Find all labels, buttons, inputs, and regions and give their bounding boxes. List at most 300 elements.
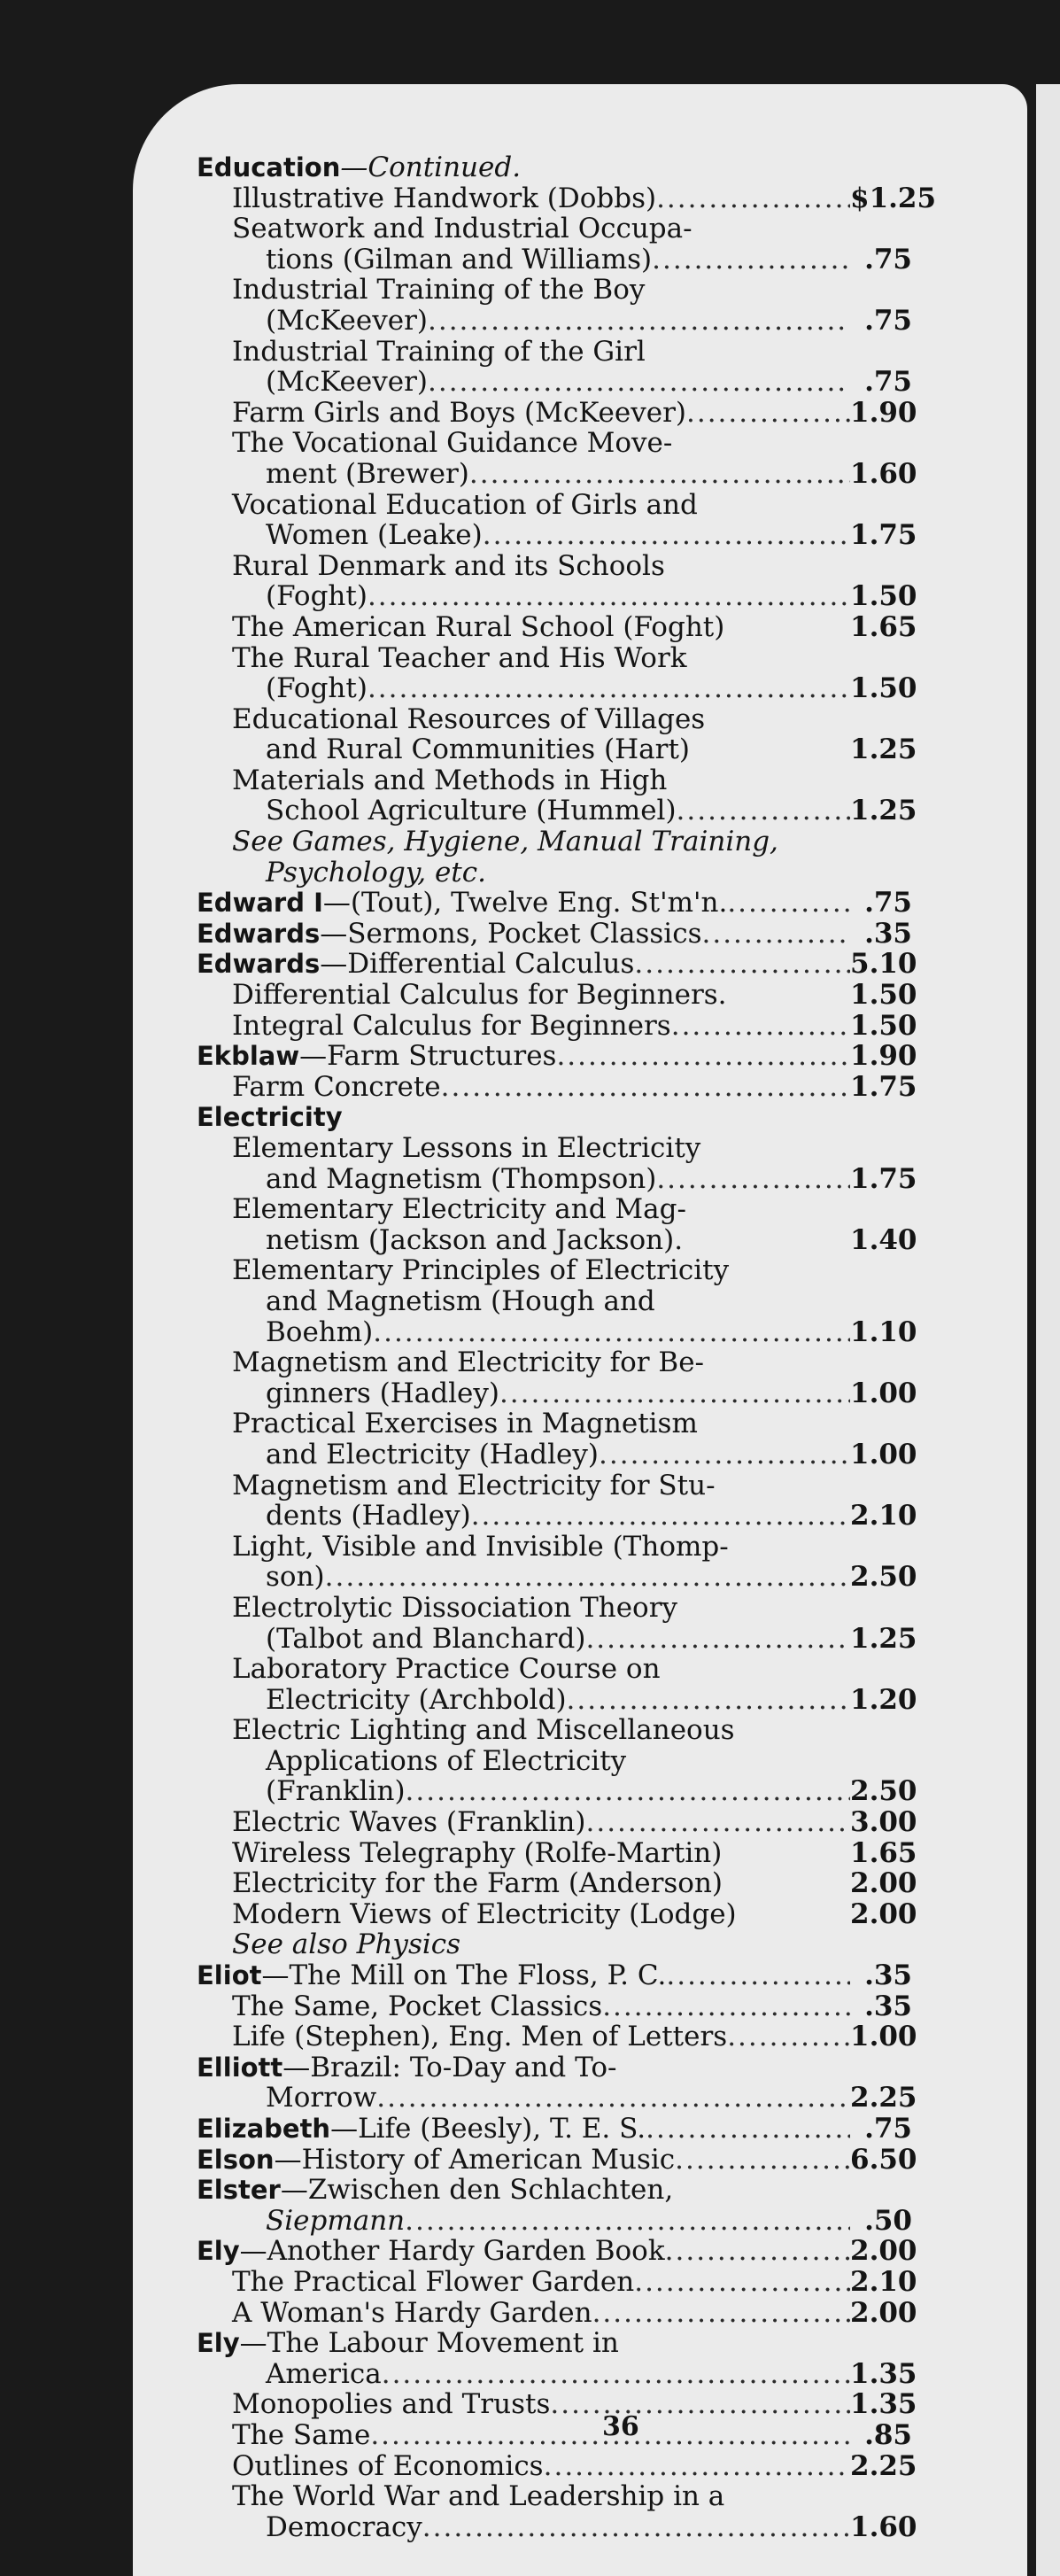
title-text: Light, Visible and Invisible (Thomp- xyxy=(232,1530,729,1563)
title-text: The Practical Flower Garden xyxy=(232,2265,635,2298)
line-text xyxy=(266,1378,499,1409)
line-text xyxy=(232,1072,441,1103)
catalog-line xyxy=(197,1255,912,1286)
price: 1.35 xyxy=(850,2388,917,2421)
price: .75 xyxy=(864,887,912,919)
line-text xyxy=(232,1715,735,1746)
price: 1.40 xyxy=(850,1223,917,1256)
catalog-line xyxy=(197,1532,912,1563)
catalog-line xyxy=(197,643,912,674)
title-text: Elementary Principles of Electricity xyxy=(232,1254,730,1287)
catalog-line xyxy=(197,2357,917,2390)
title-text: Applications of Electricity xyxy=(266,1744,627,1777)
line-text xyxy=(266,2359,382,2390)
title-text: Wireless Telegraphy (Rolfe-Martin) xyxy=(232,1836,723,1869)
price: 1.50 xyxy=(850,1009,917,1042)
catalog-line xyxy=(197,551,912,582)
line-text xyxy=(197,2236,665,2267)
line-text xyxy=(266,1164,656,1195)
price: 1.25 xyxy=(850,1622,917,1655)
line-text xyxy=(197,949,634,980)
title-text: Integral Calculus for Beginners xyxy=(232,1009,671,1042)
line-text xyxy=(232,1133,700,1164)
catalog-line xyxy=(197,1746,912,1777)
entry-name: Education xyxy=(197,152,341,182)
price: 1.00 xyxy=(850,1377,917,1409)
line-text xyxy=(266,1624,585,1655)
line-text xyxy=(232,826,778,857)
price: 1.90 xyxy=(850,396,917,429)
entry-title: —Differential Calculus xyxy=(320,948,635,981)
line-text xyxy=(266,1225,683,1256)
catalog-line xyxy=(197,1194,912,1225)
title-text: Educational Resources of Villages xyxy=(232,702,706,735)
line-text xyxy=(266,581,368,612)
catalog-line xyxy=(197,2265,917,2298)
catalog-line xyxy=(197,1593,912,1624)
entry-name: Elson xyxy=(197,2144,275,2175)
title-text: (Talbot and Blanchard) xyxy=(266,1622,586,1655)
line-text xyxy=(266,673,368,704)
title-text: (Foght) xyxy=(266,672,368,705)
dot-leader xyxy=(373,1317,850,1348)
title-text: Elementary Electricity and Mag- xyxy=(232,1193,686,1226)
line-text xyxy=(232,1194,686,1225)
title-text: tions (Gilman and Williams) xyxy=(266,243,653,275)
price: 1.20 xyxy=(850,1683,917,1716)
catalog-line xyxy=(197,1286,912,1317)
entry-name: Elizabeth xyxy=(197,2114,331,2144)
page-edge xyxy=(1036,84,1060,2576)
line-text xyxy=(232,643,687,674)
price: .50 xyxy=(864,2204,912,2237)
title-text: Electrolytic Dissociation Theory xyxy=(232,1591,678,1624)
line-text xyxy=(232,1991,602,2022)
catalog-line xyxy=(197,2510,917,2543)
catalog-line xyxy=(197,337,912,368)
dot-leader xyxy=(567,1685,850,1716)
dot-leader xyxy=(671,1011,850,1042)
entry-name: Edward I xyxy=(197,888,323,919)
author-entry xyxy=(197,888,912,919)
line-text xyxy=(266,459,469,490)
title-text: See Games, Hygiene, Manual Training, xyxy=(232,826,778,858)
author-entry xyxy=(197,2235,917,2268)
line-text xyxy=(232,1255,729,1286)
line-text xyxy=(232,1470,716,1501)
line-text xyxy=(232,398,686,429)
line-text xyxy=(232,704,705,735)
title-text: See also Physics xyxy=(232,1928,461,1961)
price: .75 xyxy=(864,366,912,399)
dot-leader xyxy=(406,1776,850,1807)
title-text: Farm Concrete xyxy=(232,1070,441,1103)
entry-name: Electricity xyxy=(197,1102,343,1133)
entry-title: —The Labour Movement in xyxy=(239,2327,619,2360)
line-text xyxy=(232,337,646,368)
dot-leader xyxy=(592,2298,850,2329)
catalog-line xyxy=(197,2449,917,2482)
price: .75 xyxy=(864,304,912,337)
entry-title: —Continued. xyxy=(340,151,522,183)
line-text xyxy=(232,1532,729,1563)
catalog-line xyxy=(197,979,917,1012)
line-text xyxy=(232,765,667,796)
line-text xyxy=(232,2021,727,2052)
dot-leader xyxy=(405,2206,850,2237)
catalog-line xyxy=(197,1683,917,1716)
catalog-line xyxy=(197,672,917,705)
line-text xyxy=(232,2267,634,2298)
catalog-line xyxy=(197,1223,917,1256)
line-text xyxy=(266,367,428,398)
catalog-line xyxy=(197,2082,917,2114)
catalog-line xyxy=(197,182,937,214)
line-text xyxy=(232,2451,544,2482)
catalog-line xyxy=(197,857,912,888)
catalog-line xyxy=(197,457,917,490)
dot-leader xyxy=(634,949,850,980)
line-text xyxy=(197,2114,646,2145)
dot-leader xyxy=(652,244,850,275)
title-text: Materials and Methods in High xyxy=(232,764,668,796)
line-text xyxy=(232,1807,585,1838)
entry-name: Eliot xyxy=(197,1960,262,1991)
price: 1.65 xyxy=(850,610,917,643)
dot-leader xyxy=(634,2267,850,2298)
line-text xyxy=(232,980,727,1011)
catalog-line xyxy=(197,2481,912,2512)
price: 1.50 xyxy=(850,672,917,705)
entry-title: —(Tout), Twelve Eng. St'm'n. xyxy=(322,887,728,919)
catalog-line xyxy=(197,1438,917,1470)
price: 1.75 xyxy=(850,519,917,552)
line-text xyxy=(197,1102,343,1133)
line-text xyxy=(266,2083,376,2114)
dot-leader xyxy=(599,1439,850,1470)
catalog-line xyxy=(197,396,917,429)
price: $1.25 xyxy=(850,182,937,214)
dot-leader xyxy=(727,2021,850,2052)
catalog-line xyxy=(197,826,912,857)
price: 1.75 xyxy=(850,1162,917,1195)
line-text xyxy=(232,2481,724,2512)
catalog-line xyxy=(197,2296,917,2329)
entry-name: Ely xyxy=(197,2236,240,2267)
title-text: (McKeever) xyxy=(266,366,428,399)
dot-leader xyxy=(441,1072,850,1103)
title-text: and Electricity (Hadley) xyxy=(266,1438,600,1470)
catalog-line xyxy=(197,2388,917,2421)
title-text: The Rural Teacher and His Work xyxy=(232,641,687,674)
line-text xyxy=(197,2175,673,2206)
line-text xyxy=(266,1746,626,1777)
title-text: The Vocational Guidance Move- xyxy=(232,427,673,460)
author-entry xyxy=(197,1960,912,1991)
price: .35 xyxy=(864,917,912,950)
catalog-line xyxy=(197,275,912,306)
dot-leader xyxy=(382,2359,850,2390)
title-text: Illustrative Handwork (Dobbs) xyxy=(232,182,657,214)
line-text xyxy=(197,1960,666,1991)
title-text: Laboratory Practice Course on xyxy=(232,1653,661,1686)
entry-name: Edwards xyxy=(197,918,321,949)
author-entry xyxy=(197,2114,912,2145)
title-text: Women (Leake) xyxy=(266,519,483,552)
title-text: Rural Denmark and its Schools xyxy=(232,549,665,582)
catalog-line xyxy=(197,580,917,613)
catalog-line xyxy=(197,1775,917,1808)
dot-leader xyxy=(675,2145,850,2176)
title-text: The Same xyxy=(232,2418,371,2451)
line-text xyxy=(232,1011,671,1042)
catalog-line xyxy=(197,1897,917,1930)
price: 1.50 xyxy=(850,979,917,1012)
line-text xyxy=(266,2512,422,2543)
price: 2.00 xyxy=(850,1897,917,1930)
catalog-line xyxy=(197,1867,917,1900)
catalog-line xyxy=(197,733,917,766)
title-text: School Agriculture (Hummel) xyxy=(266,795,677,827)
section-heading xyxy=(197,1102,912,1133)
dot-leader xyxy=(325,1562,850,1593)
dot-leader xyxy=(376,2083,850,2114)
title-text: (Foght) xyxy=(266,580,368,613)
title-text: Magnetism and Electricity for Be- xyxy=(232,1346,705,1379)
dot-leader xyxy=(469,459,850,490)
dot-leader xyxy=(646,2114,850,2145)
dot-leader xyxy=(602,1991,850,2022)
line-text xyxy=(232,2420,370,2451)
price: 1.50 xyxy=(850,580,917,613)
dot-leader xyxy=(368,581,850,612)
price: 2.50 xyxy=(850,1775,917,1808)
entry-title: —The Mill on The Floss, P. C. xyxy=(261,1959,667,1992)
line-text xyxy=(232,428,672,459)
price: 2.50 xyxy=(850,1561,917,1594)
dot-leader xyxy=(428,367,850,398)
line-text xyxy=(232,1654,661,1685)
catalog-line xyxy=(197,244,912,275)
dot-leader xyxy=(556,1041,850,1072)
price: 2.25 xyxy=(850,2449,917,2482)
line-text xyxy=(232,612,724,643)
dot-leader xyxy=(656,1164,850,1195)
title-text: Elementary Lessons in Electricity xyxy=(232,1132,701,1164)
dot-leader xyxy=(702,919,851,950)
entry-name: Edwards xyxy=(197,949,321,980)
title-text: and Magnetism (Thompson) xyxy=(266,1162,657,1195)
title-text: ginners (Hadley) xyxy=(266,1377,499,1409)
catalog-line xyxy=(197,1470,912,1501)
line-text xyxy=(197,152,521,183)
author-entry xyxy=(197,1040,917,1073)
price: 1.00 xyxy=(850,1438,917,1470)
line-text xyxy=(266,1286,655,1317)
catalog-line xyxy=(197,1561,917,1594)
entry-title: —Sermons, Pocket Classics xyxy=(320,917,702,950)
entry-name: Ely xyxy=(197,2328,240,2359)
line-text xyxy=(197,2052,617,2083)
price: 1.25 xyxy=(850,795,917,827)
line-text xyxy=(197,2328,619,2359)
catalog-line xyxy=(197,1162,917,1195)
title-text: (Franklin) xyxy=(266,1775,406,1808)
title-text: Modern Views of Electricity (Lodge) xyxy=(232,1897,737,1930)
title-text: Democracy xyxy=(266,2510,422,2543)
author-entry xyxy=(197,2328,912,2359)
title-text: Boehm) xyxy=(266,1315,374,1348)
catalog-line xyxy=(197,1408,912,1439)
title-text: Psychology, etc. xyxy=(266,856,486,888)
line-text xyxy=(232,2298,592,2329)
catalog-line xyxy=(197,519,917,552)
line-text xyxy=(232,1593,677,1624)
title-text: and Rural Communities (Hart) xyxy=(266,733,691,766)
title-text: and Magnetism (Hough and xyxy=(266,1284,655,1317)
catalog-line xyxy=(197,1070,917,1103)
title-text: The World War and Leadership in a xyxy=(232,2480,725,2513)
entry-name: Elster xyxy=(197,2175,281,2206)
catalog-line xyxy=(197,704,912,735)
line-text xyxy=(232,1899,737,1930)
line-text xyxy=(232,275,645,306)
title-text: Electric Waves (Franklin) xyxy=(232,1806,586,1839)
title-text: dents (Hadley) xyxy=(266,1500,471,1532)
price: 2.10 xyxy=(850,1500,917,1532)
title-text: son) xyxy=(266,1561,325,1594)
dot-leader xyxy=(666,1960,850,1991)
dot-leader xyxy=(585,1807,850,1838)
line-text xyxy=(266,734,690,765)
title-text: Differential Calculus for Beginners. xyxy=(232,979,727,1012)
entry-title: —Zwischen den Schlachten, xyxy=(280,2174,674,2207)
catalog-line xyxy=(197,1009,917,1042)
line-text xyxy=(232,551,665,582)
line-text xyxy=(266,2206,405,2237)
catalog-line xyxy=(197,1991,912,2022)
title-text: Industrial Training of the Boy xyxy=(232,274,646,306)
title-text: Electricity for the Farm (Anderson) xyxy=(232,1867,723,1900)
line-text xyxy=(266,795,677,826)
catalog-line xyxy=(197,1715,912,1746)
title-text: Morrow xyxy=(266,2082,377,2114)
catalog-line xyxy=(197,1133,912,1164)
entry-title: —History of American Music xyxy=(274,2143,676,2176)
title-text: Industrial Training of the Girl xyxy=(232,335,646,368)
line-text xyxy=(266,1501,471,1532)
page-number: 36 xyxy=(602,2411,639,2442)
price: 1.35 xyxy=(850,2357,917,2390)
catalog-line xyxy=(197,1836,917,1869)
catalog-line xyxy=(197,1377,917,1409)
price: .35 xyxy=(864,1990,912,2022)
title-text: Life (Stephen), Eng. Men of Letters xyxy=(232,2021,728,2053)
catalog-line xyxy=(197,765,912,796)
dot-leader xyxy=(550,2389,850,2420)
line-text xyxy=(197,888,727,919)
title-text: Vocational Education of Girls and xyxy=(232,488,698,521)
catalog-line xyxy=(197,2420,912,2451)
dot-leader xyxy=(422,2512,850,2543)
dot-leader xyxy=(428,306,850,337)
line-text xyxy=(232,213,692,244)
line-text xyxy=(232,1838,722,1869)
price: 5.10 xyxy=(850,948,917,981)
title-text: Electric Lighting and Miscellaneous xyxy=(232,1714,735,1747)
price: .35 xyxy=(864,1959,912,1992)
price: 1.65 xyxy=(850,1836,917,1869)
price: 1.90 xyxy=(850,1040,917,1073)
line-text xyxy=(266,1685,567,1716)
title-text: America xyxy=(266,2357,382,2390)
title-text: Farm Girls and Boys (McKeever) xyxy=(232,396,686,429)
title-text: Seatwork and Industrial Occupa- xyxy=(232,213,692,245)
catalog-listing xyxy=(197,151,937,2543)
price: 1.60 xyxy=(850,457,917,490)
price: 2.00 xyxy=(850,1867,917,1900)
dot-leader xyxy=(656,183,850,214)
price: 1.00 xyxy=(850,2021,917,2053)
entry-name: Ekblaw xyxy=(197,1041,300,1072)
dot-leader xyxy=(585,1624,850,1655)
line-text xyxy=(266,1439,599,1470)
price: 6.50 xyxy=(850,2143,917,2176)
title-text: netism (Jackson and Jackson). xyxy=(266,1223,684,1256)
title-text: A Woman's Hardy Garden xyxy=(232,2296,592,2329)
author-entry xyxy=(197,919,912,950)
entry-title: —Brazil: To-Day and To- xyxy=(282,2051,617,2083)
line-text xyxy=(232,1408,698,1439)
dot-leader xyxy=(665,2236,850,2267)
dot-leader xyxy=(544,2451,850,2482)
dot-leader xyxy=(686,398,850,429)
price: 1.60 xyxy=(850,2510,917,2543)
author-entry xyxy=(197,2143,917,2176)
line-text xyxy=(266,244,652,275)
price: 1.75 xyxy=(850,1070,917,1103)
section-heading xyxy=(197,152,912,183)
catalog-line xyxy=(197,610,917,643)
author-entry xyxy=(197,2175,912,2206)
catalog-line xyxy=(197,1315,917,1348)
catalog-line xyxy=(197,1347,912,1378)
catalog-line xyxy=(197,1500,917,1532)
line-text xyxy=(232,1347,704,1378)
dot-leader xyxy=(677,795,850,826)
author-entry xyxy=(197,2052,912,2083)
dot-leader xyxy=(727,888,850,919)
catalog-line xyxy=(197,1929,912,1960)
dot-leader xyxy=(483,520,850,551)
catalog-line xyxy=(197,795,917,827)
line-text xyxy=(232,2389,550,2420)
price: 2.00 xyxy=(850,2235,917,2268)
dot-leader xyxy=(368,673,850,704)
entry-title: —Life (Beesly), T. E. S. xyxy=(330,2113,646,2145)
price: .75 xyxy=(864,243,912,275)
catalog-line xyxy=(197,2021,917,2053)
title-text: Practical Exercises in Magnetism xyxy=(232,1408,698,1440)
price: .85 xyxy=(864,2418,912,2451)
line-text xyxy=(232,1868,723,1899)
price: .75 xyxy=(864,2113,912,2145)
title-text: The American Rural School (Foght) xyxy=(232,610,725,643)
dot-leader xyxy=(471,1501,850,1532)
catalog-line xyxy=(197,1654,912,1685)
title-text: Monopolies and Trusts xyxy=(232,2388,551,2421)
catalog-line xyxy=(197,428,912,459)
